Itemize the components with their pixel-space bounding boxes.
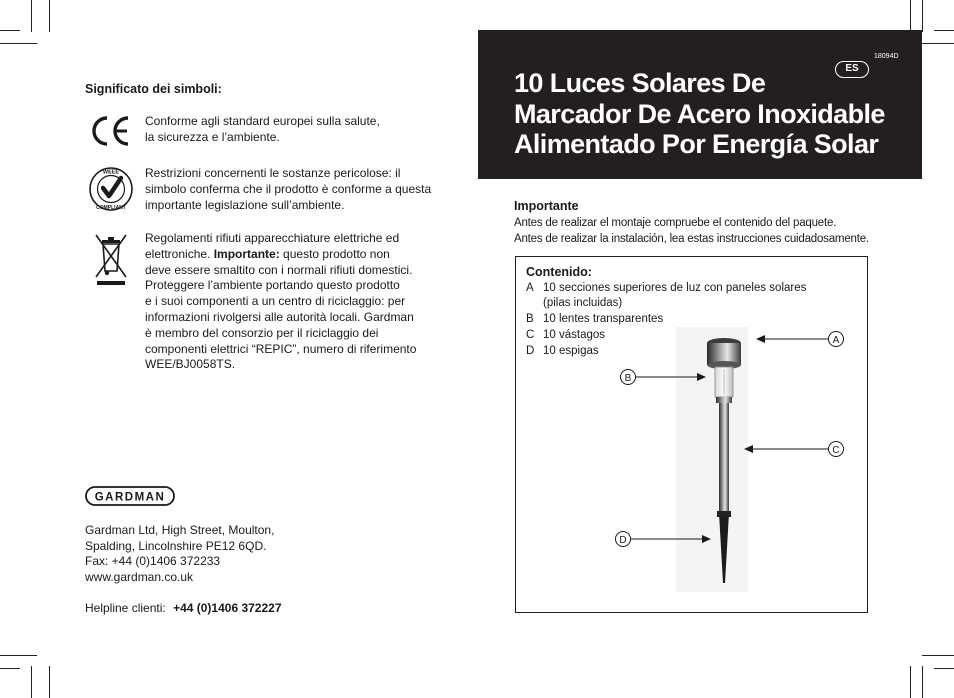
crop-mark xyxy=(910,666,911,698)
symbol-row-weee xyxy=(85,231,450,373)
rohs-description: Restrizioni concernenti le sostanze pericolose: il simbolo conferma che il prodotto è conforme a questa importante legislazione sull’ambiente. xyxy=(145,166,432,212)
solar-light-illustration xyxy=(516,257,869,614)
crop-mark xyxy=(31,666,32,698)
crop-mark xyxy=(934,30,954,31)
crop-mark xyxy=(31,0,32,32)
ce-mark-icon xyxy=(85,114,137,164)
crop-mark xyxy=(922,43,954,44)
crop-mark xyxy=(922,0,923,32)
crop-mark xyxy=(0,30,20,31)
symbols-heading: Significato dei simboli: xyxy=(85,82,222,96)
contents-item-a-sub: (pilas incluidas) xyxy=(543,297,623,309)
svg-text:D: D xyxy=(619,535,627,546)
title-banner xyxy=(478,30,922,179)
contents-heading: Contenido: xyxy=(526,265,592,279)
helpline-number: +44 (0)1406 372227 xyxy=(173,601,282,615)
contents-item-b: B 10 lentes transparentes xyxy=(526,313,664,325)
gardman-logo xyxy=(85,486,175,506)
crop-mark xyxy=(49,0,50,32)
document-code: 18094D xyxy=(874,53,899,60)
crop-mark xyxy=(910,0,911,32)
crop-mark xyxy=(0,655,37,656)
symbol-row-rohs xyxy=(85,166,450,216)
helpline xyxy=(85,601,282,615)
logo-text: GARDMAN xyxy=(94,491,166,504)
language-badge: ES xyxy=(835,61,869,78)
company-address: Gardman Ltd, High Street, Moulton, Spalding, Lincolnshire PE12 6QD. Fax: +44 (0)1406 372233 www.gardman.co.uk xyxy=(85,523,275,584)
svg-text:WEEE: WEEE xyxy=(102,169,120,176)
crop-mark xyxy=(49,666,50,698)
contents-item-d: D 10 espigas xyxy=(526,345,599,357)
weee-description: Regolamenti rifiuti apparecchiature elettriche ed elettroniche. Importante: questo prodotto non deve essere smaltito con i normali rifiuti domestici. Proteggere l’ambiente portando questo prodotto e i suoi componenti a un centro di riciclaggio: per informazioni rivolgersi alle autorità locali. Gardman è membro del consorzio per il riciclaggio dei componenti elettrici “REPIC”, numero di riferimento WEE/BJ0058TS. xyxy=(145,231,417,372)
important-line: Antes de realizar el montaje compruebe el contenido del paquete. xyxy=(514,217,837,229)
symbol-row-ce xyxy=(85,114,450,164)
svg-text:B: B xyxy=(624,373,632,384)
stake-tube xyxy=(719,403,729,513)
crop-mark xyxy=(934,668,954,669)
svg-text:COMPLIANT: COMPLIANT xyxy=(96,205,126,211)
important-line: Antes de realizar la instalación, lea estas instrucciones cuidadosamente. xyxy=(514,233,869,245)
svg-text:A: A xyxy=(832,335,840,346)
crop-mark xyxy=(0,668,20,669)
helpline-label: Helpline clienti: xyxy=(85,601,166,615)
ce-description: Conforme agli standard europei sulla salute, la sicurezza e l’ambiente. xyxy=(145,114,380,144)
important-heading: Importante xyxy=(514,199,579,213)
crossed-out-wheelie-bin-icon xyxy=(85,231,137,281)
product-title: 10 Luces Solares De Marcador De Acero Inoxidable Alimentado Por Energía Solar xyxy=(514,68,885,159)
crop-mark xyxy=(0,43,37,44)
rohs-weee-compliant-icon xyxy=(85,166,137,216)
crop-mark xyxy=(922,666,923,698)
contents-item-a: A 10 secciones superiores de luz con paneles solares xyxy=(526,282,807,294)
svg-text:C: C xyxy=(832,445,840,456)
crop-mark xyxy=(922,655,954,656)
contents-panel xyxy=(515,256,868,613)
contents-item-c: C 10 vástagos xyxy=(526,329,606,341)
